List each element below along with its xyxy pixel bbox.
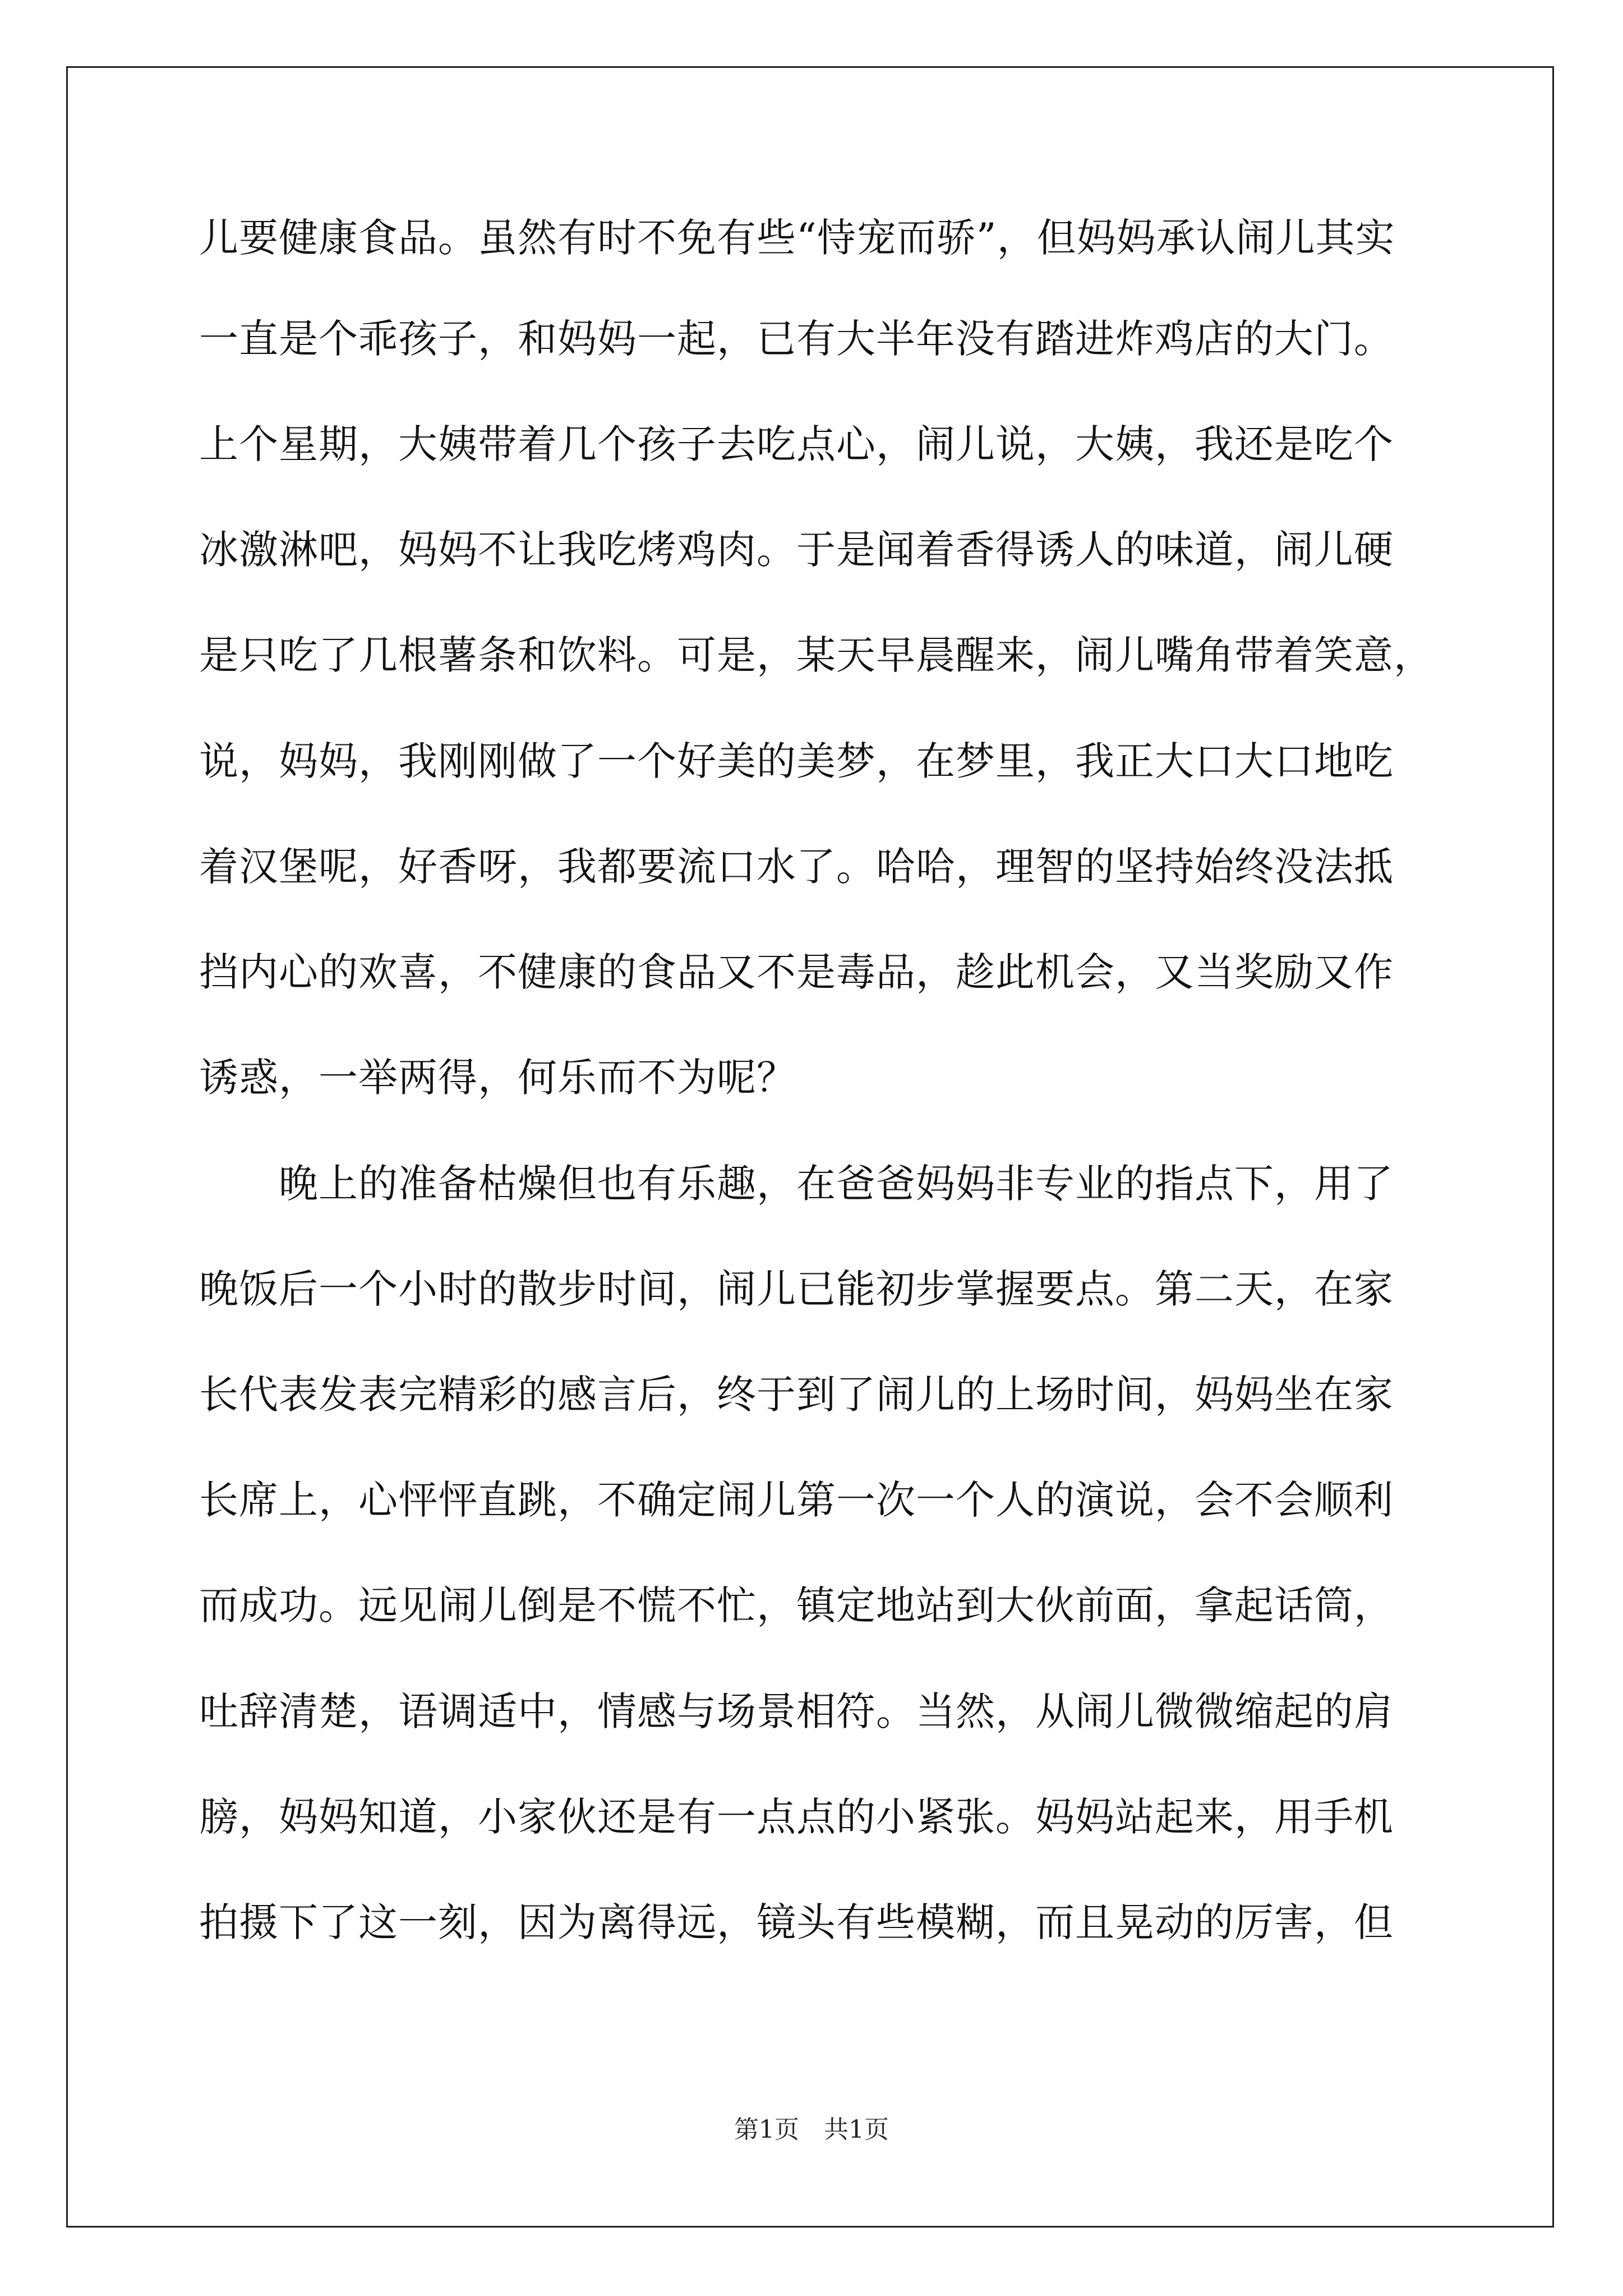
text-line: 长代表发表完精彩的感言后，终于到了闹儿的上场时间，妈妈坐在家 xyxy=(199,1372,1394,1418)
text-line: 晚饭后一个小时的散步时间，闹儿已能初步掌握要点。第二天，在家 xyxy=(199,1266,1394,1312)
text-line: 说，妈妈，我刚刚做了一个好美的美梦，在梦里，我正大口大口地吃 xyxy=(199,738,1394,784)
text-line: 儿要健康食品。虽然有时不免有些“恃宠而骄”，但妈妈承认闹儿其实 xyxy=(199,215,1395,261)
text-line: 长席上，心怦怦直跳，不确定闹儿第一次一个人的演说，会不会顺利 xyxy=(199,1477,1394,1523)
text-line: 着汉堡呢，好香呀，我都要流口水了。哈哈，理智的坚持始终没法抵 xyxy=(199,844,1394,890)
text-line: 膀，妈妈知道，小家伙还是有一点点的小紧张。妈妈站起来，用手机 xyxy=(199,1794,1394,1840)
text-line: 而成功。远见闹儿倒是不慌不忙，镇定地站到大伙前面，拿起话筒， xyxy=(199,1582,1394,1628)
text-line: 是只吃了几根薯条和饮料。可是，某天早晨醒来，闹儿嘴角带着笑意， xyxy=(199,632,1433,678)
page-footer: 第1页 共1页 xyxy=(734,2115,889,2144)
text-line: 挡内心的欢喜，不健康的食品又不是毒品，趁此机会，又当奖励又作 xyxy=(199,949,1394,995)
text-line: 冰激淋吧，妈妈不让我吃烤鸡肉。于是闻着香得诱人的味道，闹儿硬 xyxy=(199,527,1394,573)
text-line: 诱惑，一举两得，何乐而不为呢？ xyxy=(199,1055,796,1101)
text-line: 上个星期，大姨带着几个孩子去吃点心，闹儿说，大姨，我还是吃个 xyxy=(199,421,1394,467)
text-line: 晚上的准备枯燥但也有乐趣，在爸爸妈妈非专业的指点下，用了 xyxy=(199,1161,1394,1207)
text-line: 拍摄下了这一刻，因为离得远，镜头有些模糊，而且晃动的厉害，但 xyxy=(199,1899,1394,1945)
text-line: 一直是个乖孩子，和妈妈一起，已有大半年没有踏进炸鸡店的大门。 xyxy=(199,316,1394,362)
text-line: 吐辞清楚，语调适中，情感与场景相符。当然，从闹儿微微缩起的肩 xyxy=(199,1688,1394,1734)
